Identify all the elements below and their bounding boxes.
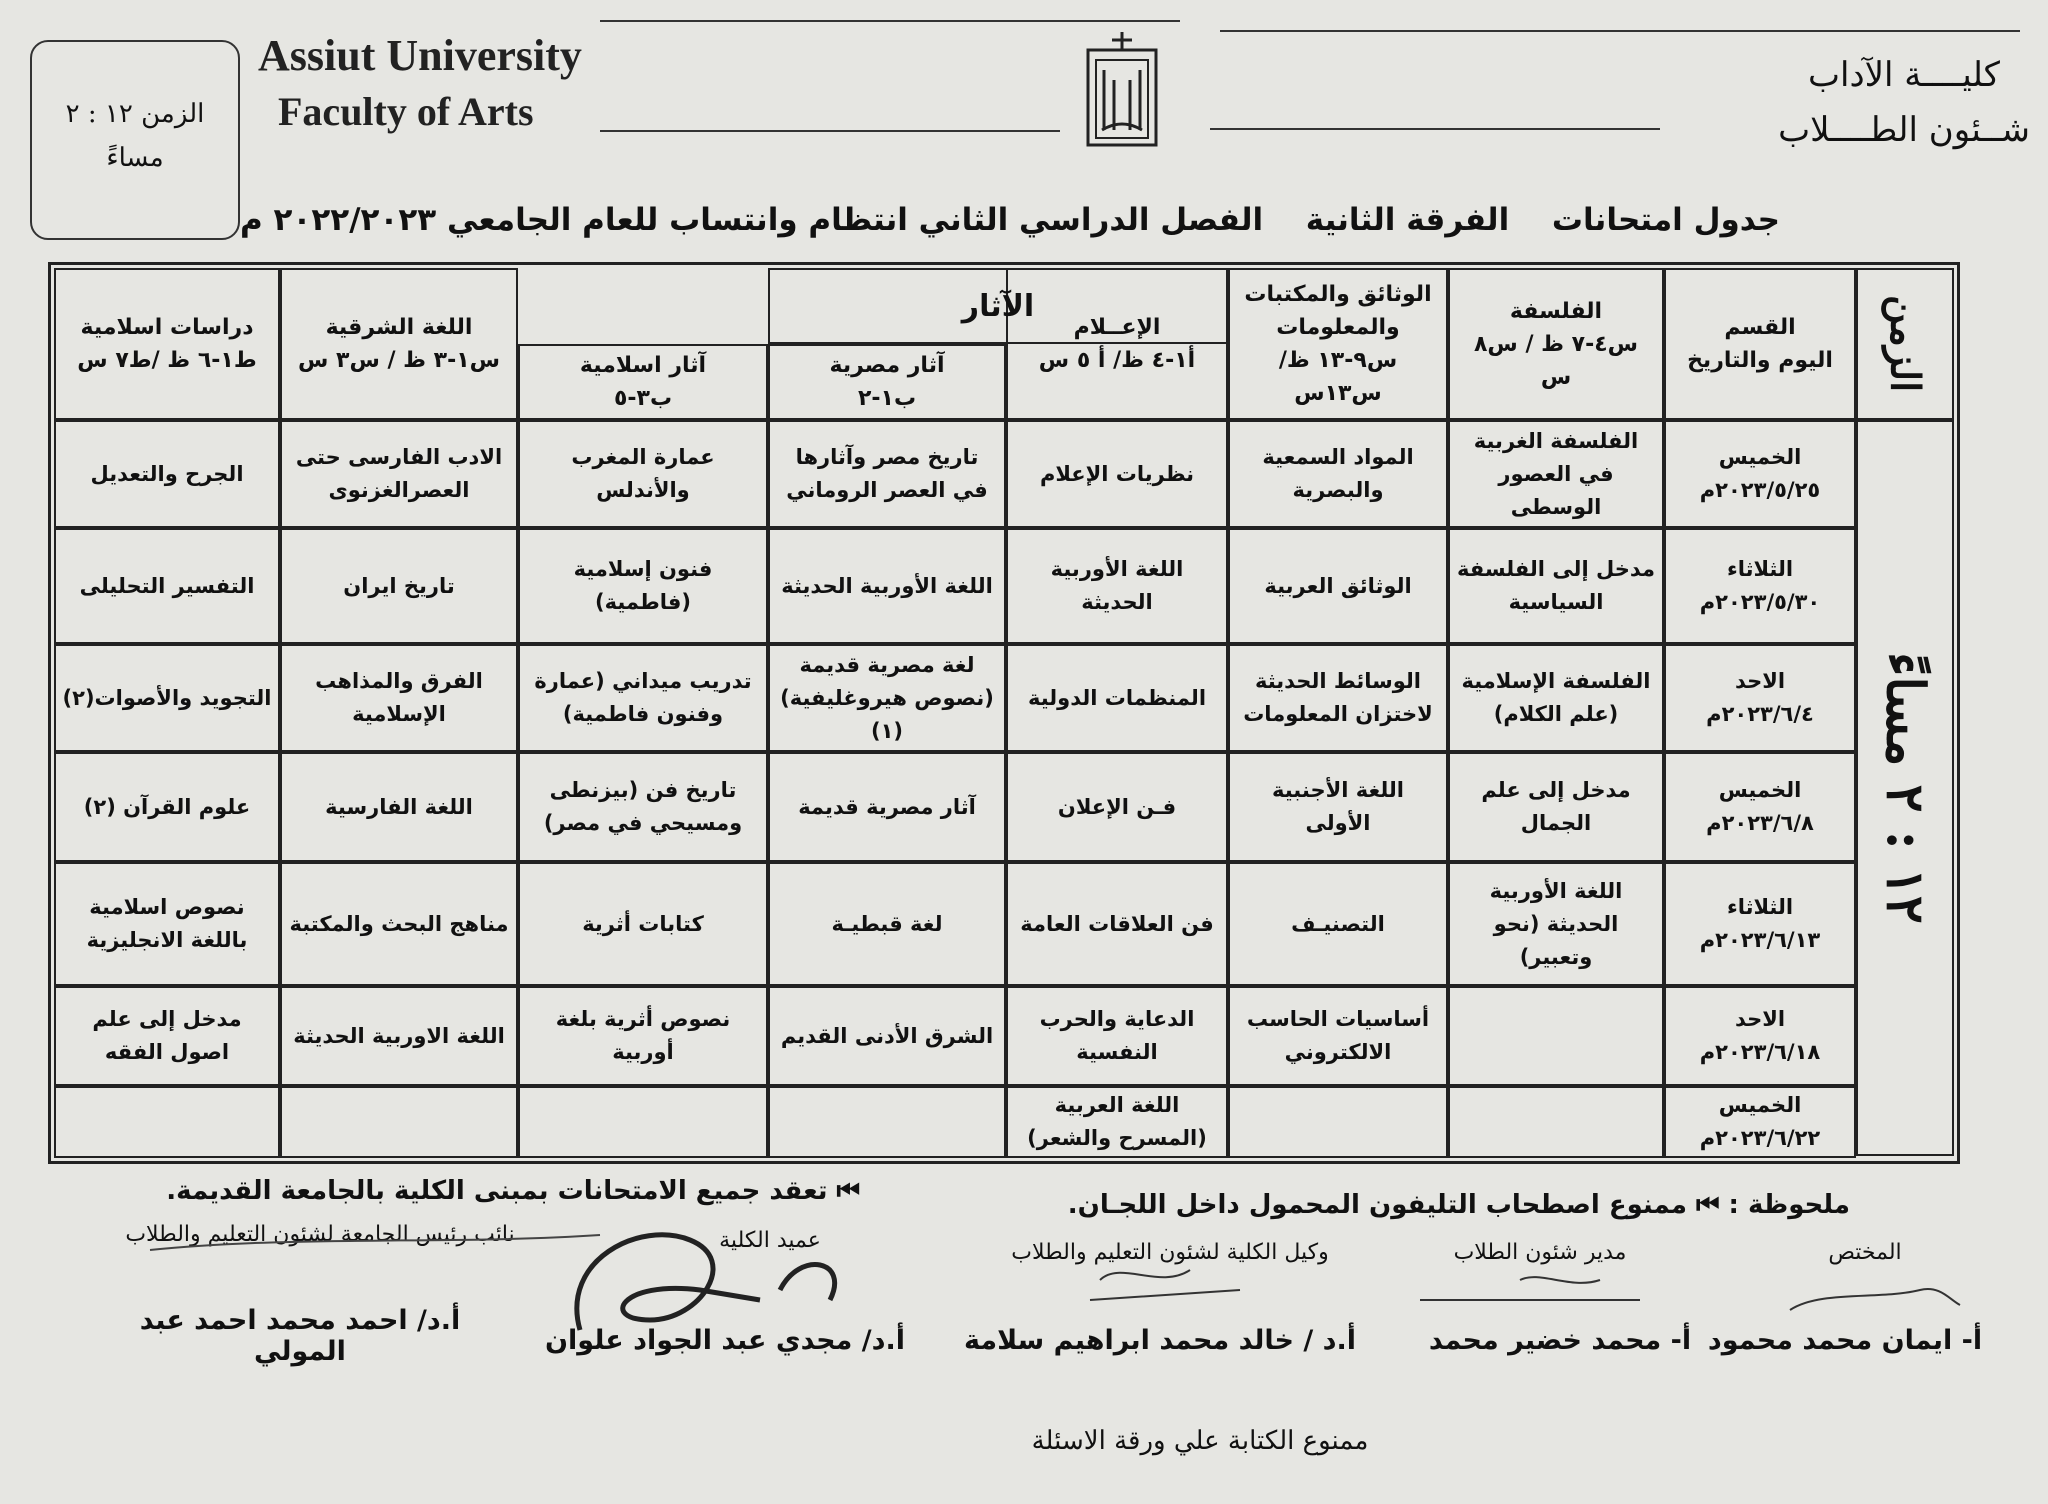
day-date: ٢٠٢٣/٦/٢٢م — [1699, 1126, 1821, 1150]
exam-cell: اللغة الأوربية الحديثة (نحو وتعبير) — [1448, 862, 1664, 986]
title-part-3: الفصل الدراسي الثاني انتظام وانتساب للعام الجامعي ٢٠٢٢/٢٠٢٣ م — [240, 202, 1264, 238]
exam-cell: المواد السمعية والبصرية — [1228, 420, 1448, 528]
column-header-name: الفلسفة — [1509, 298, 1603, 324]
signature-name: أ.د/ احمد محمد احمد عبد المولي — [139, 1305, 461, 1367]
exam-cell: التجويد والأصوات(٢) — [54, 644, 280, 752]
exam-cell: علوم القرآن (٢) — [54, 752, 280, 862]
day-header-top: القسم — [1724, 315, 1796, 340]
column-header-sub: أ١-٤ ظ/ أ ٥ س — [1038, 348, 1196, 373]
exam-cell: الدعاية والحرب النفسية — [1006, 986, 1228, 1086]
exam-cell: التصنيـف — [1228, 862, 1448, 986]
faculty-name-en: Faculty of Arts — [278, 89, 534, 134]
exam-cell: اللغة الأجنبية الأولى — [1228, 752, 1448, 862]
exam-cell: مدخل إلى علم الجمال — [1448, 752, 1664, 862]
column-header-sub: ط١-٦ ظ /ط٧ س — [77, 348, 257, 373]
exam-cell: اللغة العربية (المسرح والشعر) — [1006, 1086, 1228, 1158]
exam-cell: نظريات الإعلام — [1006, 420, 1228, 528]
column-header-name: آثار مصرية — [829, 353, 945, 378]
footer-note: ممنوع الكتابة علي ورقة الاسئلة — [1031, 1426, 1369, 1456]
exam-cell: الوثائق العربية — [1228, 528, 1448, 644]
exam-cell: آثار مصرية قديمة — [768, 752, 1006, 862]
day-date: ٢٠٢٣/٥/٣٠م — [1699, 590, 1821, 614]
day-name: الثلاثاء — [1726, 557, 1794, 581]
day-name: الخميس — [1718, 445, 1802, 469]
signature-name: أ.د / خالد محمد ابراهيم سلامة — [964, 1325, 1356, 1356]
day-name: الثلاثاء — [1726, 895, 1794, 919]
time-box-line1: الزمن ١٢ : ٢ — [65, 99, 205, 129]
signature-title: وكيل الكلية لشئون التعليم والطلاب — [1011, 1240, 1329, 1265]
column-header-sub: ب٣-٥ — [613, 386, 673, 411]
exam-cell: الجرح والتعديل — [54, 420, 280, 528]
column-header-name: الوثائق والمكتبات والمعلومات — [1244, 282, 1432, 340]
exam-cell: مدخل إلى الفلسفة السياسية — [1448, 528, 1664, 644]
column-header-name: الإعــلام — [1073, 315, 1161, 340]
exam-cell: اللغة الفارسية — [280, 752, 518, 862]
exam-cell: الفلسفة الغربية في العصور الوسطى — [1448, 420, 1664, 528]
note-location: ⏮ تعقد جميع الامتحانات بمبنى الكلية بالجامعة القديمة. — [166, 1176, 860, 1206]
signature-title: نائب رئيس الجامعة لشئون التعليم والطلاب — [125, 1222, 515, 1247]
faculty-name-ar: كليــــة الآداب — [1807, 55, 2000, 95]
exam-cell: المنظمات الدولية — [1006, 644, 1228, 752]
exam-cell: اللغة الاوربية الحديثة — [280, 986, 518, 1086]
exam-cell: نصوص أثرية بلغة أوربية — [518, 986, 768, 1086]
day-name: الاحد — [1734, 669, 1786, 693]
exam-cell: تاريخ مصر وآثارها في العصر الروماني — [768, 420, 1006, 528]
note-phones: ملحوظة : ⏮ ممنوع اصطحاب التليفون المحمول داخل اللجـان. — [1067, 1190, 1850, 1220]
day-date: ٢٠٢٣/٦/٤م — [1706, 702, 1814, 726]
day-date: ٢٠٢٣/٥/٢٥م — [1699, 478, 1821, 502]
day-date: ٢٠٢٣/٦/١٨م — [1699, 1040, 1821, 1064]
exam-cell: تاريخ فن (بيزنطى ومسيحي في مصر) — [518, 752, 768, 862]
exam-cell: مدخل إلى علم اصول الفقه — [54, 986, 280, 1086]
exam-cell: الفرق والمذاهب الإسلامية — [280, 644, 518, 752]
day-header-bottom: اليوم والتاريخ — [1687, 348, 1833, 373]
exam-cell: الفلسفة الإسلامية (علم الكلام) — [1448, 644, 1664, 752]
signature-title: عميد الكلية — [719, 1228, 821, 1253]
exam-cell: التفسير التحليلى — [54, 528, 280, 644]
time-value: ١٢ : ٢ مساءً — [1874, 652, 1936, 924]
column-header-sub: س١-٣ ظ / س٣ س — [297, 348, 501, 373]
exam-cell: اللغة الأوربية الحديثة — [1006, 528, 1228, 644]
signature-title: المختص — [1828, 1240, 1902, 1265]
exam-cell: الادب الفارسى حتى العصرالغزنوى — [280, 420, 518, 528]
signature-name: أ- محمد خضير محمد — [1428, 1325, 1692, 1356]
university-name-en: Assiut University — [258, 31, 582, 80]
day-name: الخميس — [1718, 778, 1802, 802]
exam-cell: نصوص اسلامية باللغة الانجليزية — [54, 862, 280, 986]
title-part-1: جدول امتحانات — [1551, 202, 1780, 238]
exam-cell: الشرق الأدنى القديم — [768, 986, 1006, 1086]
day-date: ٢٠٢٣/٦/١٣م — [1699, 928, 1821, 952]
group-header-athar: الآثار — [768, 268, 1228, 344]
column-header-sub: ب١-٢ — [857, 386, 917, 411]
signature-name: أ.د/ مجدي عبد الجواد علوان — [545, 1325, 905, 1356]
day-name: الخميس — [1718, 1093, 1802, 1117]
column-header-name: اللغة الشرقية — [325, 315, 473, 340]
exam-cell: فن العلاقات العامة — [1006, 862, 1228, 986]
signature-title: مدير شئون الطلاب — [1453, 1240, 1627, 1265]
exam-cell: مناهج البحث والمكتبة — [280, 862, 518, 986]
column-header-name: دراسات اسلامية — [80, 315, 254, 340]
column-header-sub: س٤-٧ ظ / س٨ س — [1473, 331, 1639, 390]
day-date: ٢٠٢٣/٦/٨م — [1706, 811, 1814, 835]
department-name-ar: شــئون الطــــلاب — [1778, 110, 2030, 150]
column-header-sub: س٩-١٣ ظ/ س١٣س — [1278, 348, 1398, 406]
title-part-2: الفرقة الثانية — [1305, 202, 1510, 238]
exam-cell: تاريخ ايران — [280, 528, 518, 644]
time-header-label: الزمن — [1881, 295, 1929, 393]
exam-cell: اللغة الأوربية الحديثة — [768, 528, 1006, 644]
exam-cell: لغة قبطيـة — [768, 862, 1006, 986]
exam-cell: تدريب ميداني (عمارة وفنون فاطمية) — [518, 644, 768, 752]
time-box-line2: مساءً — [106, 143, 164, 173]
exam-cell: فـن الإعلان — [1006, 752, 1228, 862]
exam-cell: فنون إسلامية (فاطمية) — [518, 528, 768, 644]
exam-cell: كتابات أثرية — [518, 862, 768, 986]
column-header-name: آثار اسلامية — [579, 353, 707, 378]
exam-cell: أساسيات الحاسب الالكتروني — [1228, 986, 1448, 1086]
exam-cell: لغة مصرية قديمة (نصوص هيروغليفية) (١) — [768, 644, 1006, 752]
day-name: الاحد — [1734, 1007, 1786, 1031]
exam-cell: عمارة المغرب والأندلس — [518, 420, 768, 528]
exam-cell: الوسائط الحديثة لاختزان المعلومات — [1228, 644, 1448, 752]
signature-name: أ- ايمان محمد محمود — [1707, 1325, 1983, 1356]
